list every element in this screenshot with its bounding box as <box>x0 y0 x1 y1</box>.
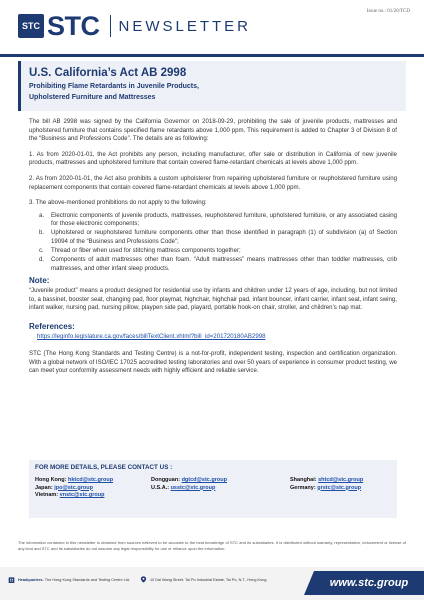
hq-label: Headquarters <box>18 577 43 582</box>
article-subtitle-line1: Prohibiting Flame Retardants in Juvenile Products, <box>29 83 199 90</box>
newsletter-label: NEWSLETTER <box>118 17 252 35</box>
article-subtitle-line2: Upholstered Furniture and Mattresses <box>29 93 156 101</box>
footer-bar <box>0 567 424 600</box>
contact-heading: FOR MORE DETAILS, PLEASE CONTACT US : <box>35 464 173 471</box>
contact-column <box>35 477 113 500</box>
contact-region: Dongguan: <box>151 477 181 483</box>
list-item-marker: d. <box>39 256 45 264</box>
list-item-marker: c. <box>39 247 44 255</box>
contact-region: Hong Kong: <box>35 477 67 483</box>
stc-logo <box>18 11 252 41</box>
contact-row <box>151 477 227 485</box>
list-item-text: Electronic components of juvenile products, mattresses, reupholstered furniture, upholstered furniture, or any associated casing for those electronic components; <box>51 211 397 228</box>
list-item <box>39 229 397 246</box>
list-item-text: Upholstered or reupholstered furniture components other than those identified in paragraph (1) of subdivision (a) of Section 19094 of the “Business and Professions Code”; <box>51 229 397 246</box>
website-link[interactable]: www.stc.group <box>314 571 424 595</box>
contact-row <box>35 477 113 485</box>
newsletter-header <box>0 0 424 56</box>
disclaimer-text: The information contained in this newsletter is obtained from sources believed to be accurate to the best knowledge of STC and its subsidiaries. It is distributed without warranty, representation, inducement or license of any kind and STC and its subsidiaries do not assume any legal responsibility for use or reliance upon the information. <box>18 540 406 551</box>
list-item-text: Components of adult mattresses other than foam. “Adult mattresses” means mattresses other than toddler mattresses, crib mattresses, and other infant sleep products. <box>51 256 397 272</box>
issue-number: Issue no.: 01/20/TCD <box>366 9 410 14</box>
contact-row <box>35 492 113 500</box>
contact-region: Shanghai: <box>290 477 317 483</box>
note-heading: Note: <box>29 276 50 286</box>
contact-region: Germany: <box>290 484 316 491</box>
exemption-list <box>39 212 397 274</box>
footer-headquarters <box>8 576 130 583</box>
contact-row <box>290 485 363 493</box>
article-body <box>29 118 397 383</box>
list-item <box>39 247 397 256</box>
contact-region: U.S.A.: <box>151 484 170 491</box>
list-item-text: Thread or fiber when used for stitching mattress components together; <box>51 247 241 255</box>
point-2-paragraph: 2. As from 2020-01-01, the Act also prohibits a custom upholsterer from repairing upholstered furniture or reupholstered furniture using replacement components that contain covered flame-retardant chemicals at levels above 1,000 ppm. <box>29 174 397 191</box>
contact-region: Japan: <box>35 484 53 491</box>
contact-region: Vietnam: <box>35 492 59 499</box>
article-title: U.S. California’s Act AB 2998 <box>29 67 187 79</box>
contact-email-link[interactable]: dgtcd@stc.group <box>181 477 227 483</box>
contact-email-link[interactable]: shtcd@stc.group <box>318 477 364 483</box>
contact-row <box>35 485 113 493</box>
logo-divider <box>110 15 111 37</box>
reference-link[interactable]: https://leginfo.legislature.ca.gov/faces/billTextClient.xhtml?bill_id=201720180AB2998 <box>37 333 266 341</box>
list-item-marker: b. <box>39 229 45 237</box>
intro-paragraph: The bill AB 2998 was signed by the California Governor on 2018-09-29, prohibiting the sale of juvenile products, mattresses and upholstered furniture that contains specified flame retardants above 1,000 ppm. This requirement is added to Chapter 3 of Division 8 of the “Business and Professions Code”. The details are as following: <box>29 118 397 143</box>
point-3-paragraph: 3. The above-mentioned prohibitions do not apply to the following: <box>29 199 207 207</box>
point-1-paragraph: 1. As from 2020-01-01, the Act prohibits any person, including manufacturer, offer sale or distribution in California of new juvenile products, mattresses and upholstered furniture that contain covered flame-retardant chemicals at levels above 1,000 ppm. <box>29 150 397 167</box>
stc-logo-text: STC <box>47 11 100 41</box>
contact-email-link[interactable]: hktcd@stc.group <box>68 477 114 483</box>
contact-email-link[interactable]: jpo@stc.group <box>54 484 93 491</box>
footer-address <box>140 576 266 583</box>
contact-row <box>290 477 363 485</box>
building-icon <box>8 576 15 583</box>
note-paragraph: “Juvenile product” means a product designed for residential use by infants and children under 12 years of age, including, but not limited to, a bassinet, booster seat, changing pad, floor playmat, highchair, highchair pad, infant bouncer, infant carrier, infant seat, infant swing, infant walker, nursing pad, nursing pillow, playpen side pad, playard, portable hook-on chair, stroller, and children’s nap mat. <box>29 287 397 312</box>
contact-column <box>290 477 363 492</box>
address-text: 10 Dai Wang Street, Tai Po Industrial Estate, Tai Po, N.T., Hong Kong <box>150 577 267 582</box>
list-item-marker: a. <box>39 211 45 219</box>
header-divider <box>0 54 424 57</box>
contact-email-link[interactable]: vnstc@stc.group <box>59 492 105 499</box>
contact-column <box>151 477 227 492</box>
about-stc-paragraph: STC (The Hong Kong Standards and Testing Centre) is a not-for-profit, independent testing, inspection and certification organization. With a global network of ISO/IEC 17025 accredited testing laboratories and over 50 years of experience in consumer product testing, we can meet your conformity assessment needs with highly efficient and reliable service. <box>29 349 397 375</box>
contact-row <box>151 485 227 493</box>
article-title-block <box>18 61 406 111</box>
references-heading: References: <box>29 321 75 331</box>
location-pin-icon <box>140 576 147 583</box>
list-item <box>39 212 397 229</box>
hq-name: - The Hong Kong Standards and Testing Centre Ltd. <box>42 577 130 582</box>
contact-email-link[interactable]: grstc@stc.group <box>317 484 362 491</box>
contact-email-link[interactable]: usstc@stc.group <box>170 484 216 491</box>
list-item <box>39 256 397 273</box>
stc-logo-mark: STC <box>18 14 44 38</box>
contact-panel <box>29 460 397 518</box>
